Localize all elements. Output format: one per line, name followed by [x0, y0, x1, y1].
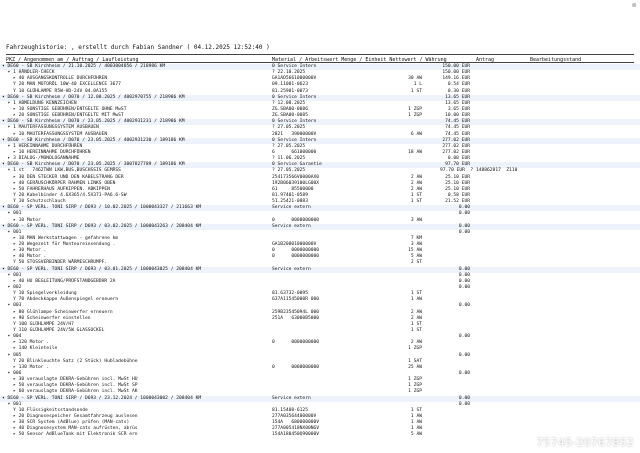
- history-row[interactable]: [0, 340, 640, 346]
- row-quantity: 1 ST: [410, 407, 422, 413]
- row-value: 74.45 EUR: [445, 131, 470, 137]
- history-row[interactable]: [0, 402, 640, 408]
- row-description: ▾ 001: [2, 401, 22, 407]
- order-header-row[interactable]: [0, 205, 640, 211]
- row-quantity: 15 AW: [408, 248, 422, 254]
- row-description: Y 50 STOSSVERBINDER WÄRMESCHRUMPF.: [2, 260, 108, 266]
- row-value: 0.00: [458, 285, 470, 291]
- history-row[interactable]: [0, 236, 640, 242]
- row-value: 25.10 EUR: [445, 186, 470, 192]
- row-description: ▾ DE60 - SB Kirchheim / D070 / 23.05.2025 / 4002931231 / 218986 KM: [2, 119, 185, 125]
- row-description: ▾ 004: [2, 334, 22, 340]
- row-value: 0.00: [458, 401, 470, 407]
- row-value: 0.54 EUR: [447, 82, 470, 88]
- row-value: 13.65 EUR: [445, 94, 470, 100]
- history-row[interactable]: [0, 273, 640, 279]
- watermark: 75745-20767852: [536, 436, 634, 449]
- order-header-row[interactable]: [0, 224, 640, 230]
- row-value: 0.00 EUR: [447, 156, 470, 162]
- row-description: ▾ 1 MAUTERFASSUNGSSYSTEM AUSBAUEN: [2, 125, 99, 131]
- row-material: 0 0000000000: [272, 254, 320, 260]
- history-row[interactable]: [0, 359, 640, 365]
- row-material: 51.25421-0083: [272, 199, 308, 205]
- row-description: ▸ 40 GERÄUSCHKÖRPER RAHMEN LINKS OBEN: [2, 180, 116, 186]
- history-row[interactable]: [0, 303, 640, 309]
- row-value: 0.00: [458, 205, 470, 211]
- row-material: 251A 63000B5000: [272, 315, 320, 321]
- row-value: 97.70 EUR ? 148862817 Z110: [440, 168, 518, 174]
- row-description: ▾ DE60 - SB Kirchheim / 21.10.2025 / 4003004856 / 218986 KM: [2, 64, 166, 69]
- history-row[interactable]: [0, 89, 640, 95]
- history-row[interactable]: [0, 408, 640, 414]
- row-quantity: 1 ZGP: [408, 383, 422, 389]
- row-description: ▸ 60 verauslagte DEKRA-Gebühren incl. MwSt AK: [2, 389, 138, 395]
- history-row[interactable]: [0, 260, 640, 266]
- row-description: ▸ 40 HU BEGLEITUNG/PRÜFSTANDGEBÜHR 2A: [2, 278, 116, 284]
- row-description: ▾ 001: [2, 211, 22, 217]
- row-value: 0.00: [458, 223, 470, 229]
- row-material: 61 85500000: [272, 186, 314, 192]
- row-description: ▾ DE60 - SP VERL. TONI SIRP / D693 / 23.12.2024 / 1000043002 / 208404 KM: [2, 395, 202, 401]
- order-header-row[interactable]: [0, 267, 640, 273]
- row-description: ▸ 130 Motor .: [2, 364, 50, 370]
- row-description: ▸ 50 Sensor AdBlueTank mit Elektronik SCR ern: [2, 432, 138, 438]
- row-description: ▾ 1 HEREINNAHME DURCHFÜHREN: [2, 143, 83, 149]
- history-row[interactable]: [0, 353, 640, 359]
- row-value: 25.10 EUR: [445, 174, 470, 180]
- row-description: ▾ 1 ABMELDUNG KENNZEICHEN: [2, 100, 77, 106]
- history-row[interactable]: [0, 82, 640, 88]
- row-value: 21.52 EUR: [445, 199, 470, 205]
- order-header-row[interactable]: [0, 64, 640, 70]
- row-value: 0.00: [458, 278, 470, 284]
- row-material: 259B23545094L 000: [272, 309, 320, 315]
- row-value: 0.30 EUR: [447, 88, 470, 94]
- column-header-bearbeitungsstand: Bearbeitungsstand: [530, 57, 582, 63]
- row-material: Service extern: [272, 266, 311, 272]
- row-description: ▾ 1 st 7462TWN LKW,BUS,BUSCHSSIS GEMÄSS: [2, 168, 121, 174]
- row-value: 0.00: [458, 303, 470, 309]
- row-value: 149.16 EUR: [442, 76, 470, 82]
- row-value: 25.10 EUR: [445, 180, 470, 186]
- row-material: 277A03564400000V: [272, 413, 317, 419]
- history-row[interactable]: [0, 297, 640, 303]
- history-row[interactable]: [0, 150, 640, 156]
- row-value: 0.00: [458, 229, 470, 235]
- row-value: 0.00: [458, 266, 470, 272]
- row-description: ▸ 90 Scheinwerfer einstellen: [2, 315, 91, 321]
- row-quantity: 1 AW: [410, 426, 422, 432]
- history-row[interactable]: [0, 187, 640, 193]
- row-description: Y 100 GLÜHLAMPE 24V/H7: [2, 321, 74, 327]
- history-row[interactable]: [0, 242, 640, 248]
- history-row[interactable]: [0, 316, 640, 322]
- row-value: 74.45 EUR: [445, 119, 470, 125]
- row-material: 81.97401-0589: [272, 192, 308, 198]
- row-description: Y 20 MAN MOTORÖL 10W-40 EXCELLENCE 3677: [2, 82, 121, 88]
- row-material: ZG.SBA00-0086: [272, 106, 308, 112]
- row-description: ▸ 10 Motor: [2, 217, 41, 223]
- row-value: 150.00 EUR: [442, 64, 470, 69]
- order-header-row[interactable]: [0, 138, 640, 144]
- row-description: ▸ 40 Diagnosesystem MAN-cats aufrüsten, abrüs: [2, 426, 138, 432]
- row-description: ▾ DE60 - SB Kirchheim / D070 / 12.08.2025 / 4002970755 / 218986 KM: [2, 94, 185, 100]
- row-description: ▸ 10 MAN Werkstattwagen - gefahrene km: [2, 235, 119, 241]
- row-quantity: 7 KM: [410, 235, 422, 241]
- row-quantity: 1 ZGP: [408, 346, 422, 352]
- history-row[interactable]: [0, 279, 640, 285]
- row-quantity: 1 L: [413, 82, 422, 88]
- row-value: 0.00: [458, 272, 470, 278]
- row-description: Y 10 GLÜHLAMPE R5W-HD-24V 04.0A155: [2, 88, 108, 94]
- row-description: ▸ 10 MAUTERFASSUNGSSYSTEM AUSBAUEN: [2, 131, 108, 137]
- row-material: 0 Service Intern: [272, 137, 317, 143]
- row-quantity: 2 ST: [410, 260, 422, 266]
- row-quantity: 2 AW: [410, 186, 422, 192]
- header-rule-top: [6, 54, 634, 55]
- row-quantity: 1 AW: [410, 413, 422, 419]
- row-description: ▸ 30 DEN STECKER UND DEN KABELSTRANG DER: [2, 174, 124, 180]
- row-material: 277A005418NX00NGV: [272, 426, 320, 432]
- history-row[interactable]: [0, 132, 640, 138]
- row-description: ▾ DE60 - SB Kirchheim / D070 / 23.05.2025 / 3007827789 / 189186 KM: [2, 162, 185, 168]
- row-quantity: 2 AW: [410, 340, 422, 346]
- row-description: Y 20 Blinkleuchte Satz (2 Stück) Hubladebühne: [2, 358, 138, 364]
- row-material: 192B06039100LG00X: [272, 180, 320, 186]
- row-material: 254173566V0000AX0: [272, 174, 320, 180]
- header-rule-bottom: [6, 62, 634, 63]
- row-description: ▸ 140 Kleinteile: [2, 346, 58, 352]
- row-material: 6 661000000: [272, 149, 317, 155]
- row-value: 0.00: [458, 352, 470, 358]
- history-row[interactable]: [0, 168, 640, 174]
- close-box-icon[interactable]: ⊠: [632, 2, 636, 9]
- row-material: 0 0000000000: [272, 340, 320, 346]
- row-description: ▸ 80 Glühlampe Scheinwerfer erneuern: [2, 309, 113, 315]
- row-description: ▾ DE60 - SP VERL. TONI SIRP / D693 / 10.02.2025 / 1000043327 / 211663 KM: [2, 205, 202, 211]
- row-material: 0 0000000000: [272, 364, 320, 370]
- row-description: ▸ 20 Wegezeit für Monteureinsendung .: [2, 242, 116, 248]
- row-material: 81.25901-0073: [272, 88, 308, 94]
- row-description: ▸ 50 verauslagte DEKRA-Gebühren incl. MwSt SP: [2, 383, 138, 389]
- history-row[interactable]: [0, 175, 640, 181]
- row-description: ▾ 001: [2, 272, 22, 278]
- history-row[interactable]: [0, 346, 640, 352]
- row-quantity: 25 AW: [408, 364, 422, 370]
- row-quantity: 2 AW: [410, 180, 422, 186]
- row-description: ▸ 20 Diagnosespeicher Gesamtfahrzeug auslesen: [2, 413, 138, 419]
- row-description: ▸ 10 SONSTIGE GEBÜHREN/ENTGELTE OHNE MwST: [2, 106, 127, 112]
- row-value: 3.65 EUR: [447, 106, 470, 112]
- row-value: 10.00 EUR: [445, 113, 470, 119]
- row-value: 13.65 EUR: [445, 100, 470, 106]
- history-row[interactable]: [0, 310, 640, 316]
- row-description: ▸ 50 FAHRERHAUS AUFKIPPEN. ABKIPPEN: [2, 186, 110, 192]
- row-material: 637A11545000R 000: [272, 297, 320, 303]
- row-material: 0 Service Intern: [272, 94, 317, 100]
- row-quantity: 1 ST: [410, 291, 422, 297]
- row-quantity: 5 AW: [410, 432, 422, 438]
- row-quantity: 1 ZGP: [408, 377, 422, 383]
- row-material: 0 0000000000: [272, 248, 320, 254]
- row-material: ZG.SBA00-0085: [272, 113, 308, 119]
- document-title: Fahrzeughistorie: , erstellt durch Fabian Sandner ( 04.12.2025 12:52:40 ): [6, 44, 270, 51]
- row-description: ▸ 30 Motor .: [2, 248, 47, 254]
- row-quantity: 1 ZGP: [408, 389, 422, 395]
- row-description: ▸ 3 DIALOG-/MONOLOGANNAHME: [2, 156, 80, 162]
- row-material: 154A 680000000V: [272, 420, 320, 426]
- row-quantity: 5 AW: [410, 254, 422, 260]
- row-description: Y 110 GLÜHLAMPE 24V/5W GLASSOCKEL: [2, 328, 105, 334]
- history-row[interactable]: [0, 144, 640, 150]
- row-material: 0 Service Intern: [272, 119, 317, 125]
- row-material: Service extern: [272, 205, 311, 211]
- history-row[interactable]: [0, 218, 640, 224]
- row-quantity: 30 AW: [408, 76, 422, 82]
- order-header-row[interactable]: [0, 396, 640, 402]
- row-description: Y 10 Flüssigkeitsstandsonde: [2, 407, 88, 413]
- row-description: ▸ 10 HEREINNAHME DURCHFÜHREN: [2, 149, 91, 155]
- column-header-material: Material / Arbeitswert Menge / Einheit Nettowert / Währung: [272, 57, 447, 63]
- row-value: 277.02 EUR: [442, 143, 470, 149]
- row-material: 0 Service Intern: [272, 64, 317, 69]
- row-description: ▸ 20 SONSTIGE GEBÜHREN/ENTGELTE MIT MwST: [2, 113, 124, 119]
- row-description: ▸ 40 AUSGANGSKONTROLLE DURCHFÜHREN: [2, 76, 108, 82]
- row-description: Y 10 Schutzschlauch: [2, 199, 66, 205]
- history-row[interactable]: [0, 125, 640, 131]
- history-row[interactable]: [0, 365, 640, 371]
- row-material: 0 0000000000: [272, 217, 320, 223]
- row-value: 277.02 EUR: [442, 149, 470, 155]
- row-quantity: 1 AW: [410, 297, 422, 303]
- history-row[interactable]: [0, 389, 640, 395]
- row-value: 0.00: [458, 211, 470, 217]
- row-description: Y 10 Spiegelverkleidung: [2, 291, 77, 297]
- row-quantity: 3 AW: [410, 217, 422, 223]
- row-material: ? 27.05.2025: [272, 125, 306, 131]
- column-header-pkz: PKZ / Angenommen am / Auftrag / Laufleistung: [6, 57, 139, 63]
- row-description: Y 70 Abdeckkappe Außenspiegel erneuern: [2, 297, 119, 303]
- row-material: 81.63732-0095: [272, 291, 308, 297]
- row-description: ▾ 003: [2, 303, 22, 309]
- row-quantity: 1 ST: [410, 192, 422, 198]
- row-description: ▸ 30 SCR System (AdBlue) prüfen (MAN-cats): [2, 420, 130, 426]
- row-description: ▾ 002: [2, 285, 22, 291]
- row-value: 150.00 EUR: [442, 70, 470, 76]
- row-quantity: 2 AW: [410, 174, 422, 180]
- row-value: 0.00: [458, 395, 470, 401]
- history-row[interactable]: [0, 248, 640, 254]
- order-header-row[interactable]: [0, 95, 640, 101]
- row-value: 277.02 EUR: [442, 137, 470, 143]
- history-row[interactable]: [0, 285, 640, 291]
- row-material: ? 22.10.2025: [272, 70, 306, 76]
- row-material: 154A180450Q90000V: [272, 432, 320, 438]
- row-value: 0.58 EUR: [447, 192, 470, 198]
- row-material: 81.15408-6125: [272, 407, 308, 413]
- history-row[interactable]: [0, 334, 640, 340]
- row-description: ▾ 1 HÄNDLER-CHECK: [2, 70, 55, 76]
- row-description: ▾ 001: [2, 229, 22, 235]
- row-material: ? 27.05.2025: [272, 168, 306, 174]
- row-material: Service extern: [272, 395, 311, 401]
- row-description: ▾ 005: [2, 352, 22, 358]
- row-value: 0.00: [458, 334, 470, 340]
- row-material: ? 11.06.2025: [272, 156, 306, 162]
- row-quantity: 1 ST: [410, 199, 422, 205]
- row-material: GA1B20001000000V: [272, 242, 317, 248]
- row-quantity: 1 ST: [410, 321, 422, 327]
- row-description: ▸ 30 verauslagte DEKRA-Gebühren incl. MwSt HU: [2, 377, 138, 383]
- history-row[interactable]: [0, 230, 640, 236]
- history-row[interactable]: [0, 181, 640, 187]
- row-quantity: 1 SAT: [408, 358, 422, 364]
- row-material: 0 Service Garantie: [272, 162, 322, 168]
- row-quantity: 1 ST: [410, 88, 422, 94]
- row-value: 0.00: [458, 371, 470, 376]
- row-quantity: 1 ST: [410, 328, 422, 334]
- history-row[interactable]: [0, 211, 640, 217]
- row-quantity: 2 AW: [410, 309, 422, 315]
- row-material: ? 27.05.2025: [272, 143, 306, 149]
- row-material: 2821 39000000V: [272, 131, 317, 137]
- row-quantity: 1 AW: [410, 420, 422, 426]
- row-material: ? 12.08.2025: [272, 100, 306, 106]
- row-description: Y 20 Kabelbinder 4.6X365/4.5X371-PA6.6-SW: [2, 192, 127, 198]
- row-quantity: 1 ZGP: [408, 106, 422, 112]
- row-quantity: 18 AW: [408, 149, 422, 155]
- column-header-antrag: Antrag: [476, 57, 495, 63]
- row-material: Service extern: [272, 223, 311, 229]
- row-quantity: 1 ZGP: [408, 113, 422, 119]
- history-row[interactable]: [0, 101, 640, 107]
- row-description: ▸ 120 Motor .: [2, 340, 50, 346]
- row-description: ▾ DE60 - SB Kirchheim / D070 / 23.05.2025 / 4002931230 / 189186 KM: [2, 137, 185, 143]
- row-description: ▾ 006: [2, 371, 22, 376]
- history-row[interactable]: [0, 193, 640, 199]
- row-material: 09.11001-0623: [272, 82, 308, 88]
- row-value: 74.45 EUR: [445, 125, 470, 131]
- row-material: GA1AD5661000000V: [272, 76, 317, 82]
- row-description: ▾ DE60 - SP VERL. TONI SIRP / D693 / 03.02.2025 / 1000043263 / 208404 KM: [2, 223, 202, 229]
- history-row[interactable]: [0, 328, 640, 334]
- history-row[interactable]: [0, 322, 640, 328]
- row-description: ▸ 40 Motor .: [2, 254, 47, 260]
- row-value: 97.70 EUR: [445, 162, 470, 168]
- row-quantity: 3 AW: [410, 242, 422, 248]
- row-quantity: 2 AW: [410, 315, 422, 321]
- row-quantity: 6 AW: [410, 131, 422, 137]
- row-description: ▾ DE60 - SP VERL. TONI SIRP / D693 / 03.01.2025 / 1000043025 / 208404 KM: [2, 266, 202, 272]
